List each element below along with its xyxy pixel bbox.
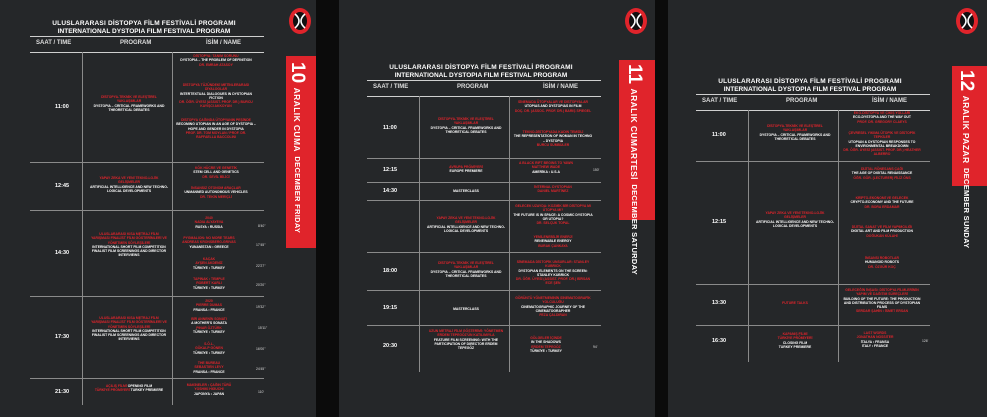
time-slot: 18:00 <box>383 268 398 274</box>
country: AMERİKA • U.S.A <box>532 169 560 174</box>
talk-en: DYSTOPIAN ELEMENTS ON THE SCREEN: STANLEY KUBRICK <box>518 268 588 277</box>
date-label <box>955 70 977 248</box>
director: JONATHAN NOSSITER <box>856 335 894 340</box>
program-panel-day3 <box>668 0 987 417</box>
panel-title <box>30 20 258 36</box>
country: TÜRKİYE • TURKEY <box>193 285 225 290</box>
country: TÜRKİYE • TURKEY <box>193 265 225 270</box>
row-divider <box>367 182 601 183</box>
date-en: DECEMBER SATURDAY <box>630 184 639 275</box>
speaker: DR. SEVİL BİLİCİ <box>202 174 230 179</box>
talk-tr: DİSTOPYA TÜZÜNDEKİ METİNLERARASI DİYALOGLAR <box>182 83 250 92</box>
film-title: THE BUREAU <box>197 361 221 365</box>
time-slot: 21:30 <box>55 389 70 395</box>
speaker: BURAK ÇANKAYA <box>538 243 568 248</box>
talk-tr: GELECEĞİN İNŞASI: DİSTOPYA FİLMLERİNİN YAPIM VE DAĞITIM SÜREÇLERİ <box>845 288 919 297</box>
panel-title <box>367 64 595 80</box>
film-cell <box>513 161 579 174</box>
talk-tr: ÇEVRESEL YIKIMA ÜTOPİK VE DİSTOPİK TEPKİLER <box>848 131 916 140</box>
header-rule <box>30 52 264 53</box>
speaker-cell <box>176 83 256 109</box>
speaker: DOĞUKAN KÜLAHİ <box>866 233 898 238</box>
talk-en: DYSTOPIA – THE PROBLEM OF DEFINITION <box>180 58 252 63</box>
speaker-cell <box>513 260 593 286</box>
column-divider <box>419 96 420 372</box>
header-rule <box>367 96 601 97</box>
director: YOSHIKI HIGUCHI <box>194 387 224 392</box>
program-tr: AVRUPA PRÖMİYERİ <box>449 165 483 169</box>
film-cell <box>176 236 242 249</box>
date-number: 10 <box>287 62 308 84</box>
talk-en: INTERTEXTUAL DIALOGUES IN DYSTOPIAN FICTION <box>180 91 252 100</box>
time-slot: 11:00 <box>55 104 69 110</box>
column-divider <box>172 52 173 405</box>
speaker: PROF. DR. GREGORY CLAEYS <box>857 119 907 124</box>
program-cell <box>756 211 834 228</box>
film-title: MAKİNELER • ÇAĞIN TÜRÜ <box>186 383 232 387</box>
film-title: TAPINAK • TEMPLE <box>193 277 225 281</box>
director: SEBASTIEN LEVY <box>194 365 224 370</box>
talk-en: BECOMING UTOPIAN IN AN AGE OF DYSTOPIA – HOPE AND GENDER IN DYSTOPIA <box>176 122 256 131</box>
program-cell: FUTURE TALKS <box>782 301 808 305</box>
film-title: 2020 <box>205 299 213 303</box>
speaker-cell <box>176 186 256 199</box>
program-en: FEATURE FILM SCREENING: WITH THE PARTICIPATION OF DIRECTOR ERDEM TEPEGÖZ <box>433 337 499 351</box>
program-tr: YAPAY ZEKA VE YENİ TEKNO-LOJİK GELİŞMELER <box>765 211 825 220</box>
program-en: OPENING FILM <box>127 384 153 388</box>
col-name: İSİM / NAME <box>872 98 908 104</box>
speaker: DOÇ. DR. (ASSOC. PROF. DR.) BARIŞ SPIEGEL <box>514 108 592 113</box>
program-en: DYSTOPIA – CRITICAL FRAMEWORKS AND THEORETICAL DEBATES <box>93 103 165 112</box>
country: YUNANİSTAN • GREECE <box>189 244 229 249</box>
film-title-en: IN THE SHADOWS <box>531 340 561 345</box>
col-program: PROGRAM <box>120 40 152 46</box>
row-divider <box>696 161 930 162</box>
speaker-cell <box>842 288 922 314</box>
speaker: PROF. DR. TOM MOYLAN / PROF. DR. RAFFAELLA BACCOLINI <box>185 130 247 140</box>
country-en: ITALY • FRANCE <box>861 343 889 348</box>
duration: 150' <box>593 168 600 172</box>
time-slot: 20:30 <box>383 343 398 349</box>
talk-en: BUILDING OF THE FUTURE: THE PRODUCTION AND DISTRIBUTION PROCESS OF DYSTOPIAN FILMS <box>843 296 921 310</box>
director: MATTHEW WADE <box>531 165 561 170</box>
film-title: PYGMALION: NO MORE TEARS <box>183 236 235 240</box>
program-cell <box>90 384 168 393</box>
title-en: INTERNATIONAL DYSTOPIA FILM FESTIVAL PROGRAM <box>394 72 568 79</box>
date-en: DECEMBER SUNDAY <box>962 167 971 249</box>
program-tr: KAPANIŞ FİLMİ <box>782 332 808 336</box>
date-tr: ARALIK PAZAR <box>961 95 971 164</box>
col-name: İSİM / NAME <box>206 40 242 46</box>
film-cell <box>176 383 242 396</box>
film-cell <box>176 257 242 270</box>
time-slot: 17:30 <box>55 334 70 340</box>
talk-tr: KRİPTO-EKONOMİ VE GELECEK <box>855 196 909 200</box>
duration: 19'32" <box>256 305 266 309</box>
row-divider <box>367 200 601 201</box>
duration: 15'11" <box>258 326 268 330</box>
time-slot: 16:30 <box>712 338 727 344</box>
program-en: ARTIFICIAL INTELLIGENCE AND NEW TECHNO-LOGICAL DEVELOPMENTS <box>427 224 505 233</box>
speaker-cell <box>842 131 922 157</box>
premiere-tr: TÜRKİYE PRÖMİYERİ <box>777 336 813 341</box>
director: ERDEM TEPEGÖZ <box>531 344 561 349</box>
talk-tr: KÖK HÜCRE VE GENETİK <box>194 166 237 170</box>
program-tr: UZUN METRAJ FİLM GÖSTERİMİ: YÖNETMEN ERDEM TEPEGÖZ'ÜN KATILIMIYLA <box>428 329 504 338</box>
date-number: 12 <box>956 70 977 92</box>
talk-en: THE FUTURE IS IN SPACE: A COSMIC DYSTOPIA OR UTOPIA? <box>513 212 593 221</box>
duration: 16'00" <box>256 347 266 351</box>
speaker-cell <box>176 118 256 139</box>
talk-tr: TEKNO-DİSTOPYADA KADIN TEMSİLİ <box>522 130 584 134</box>
program-en: DYSTOPIA – CRITICAL FRAMEWORKS AND THEORETICAL DEBATES <box>430 125 502 134</box>
program-cell <box>427 261 505 278</box>
country: FRANSA • FRANCE <box>193 369 225 374</box>
program-en: DYSTOPIA – CRITICAL FRAMEWORKS AND THEORETICAL DEBATES <box>759 132 831 141</box>
row-divider <box>696 284 930 285</box>
panel-title <box>696 78 924 94</box>
premiere-en: TURKEY PREMIERE <box>778 344 812 349</box>
talk-tr: SİNEMADA DİSTOPİK UNSURLAR: STANLEY KUBRICK <box>516 260 590 269</box>
time-slot: 12:45 <box>55 183 70 189</box>
film-cell <box>176 342 242 355</box>
duration: 24'45" <box>256 367 266 371</box>
duration: 20'20" <box>256 283 266 287</box>
talk-en: DIGITAL ART AND FILM PRODUCTION <box>851 229 913 234</box>
speaker: BURCU SÜMBÜLER <box>536 142 570 147</box>
talk-en: ECO-DYSTOPIA AND THE WAY OUT <box>853 115 911 120</box>
row-divider <box>367 290 601 291</box>
festival-eye-logo-icon <box>288 7 312 35</box>
talk-en: THE AGE OF DIGITAL RENAISSANCE <box>851 171 913 176</box>
time-slot: 12:15 <box>712 219 727 225</box>
program-en: ARTIFICIAL INTELLIGENCE AND NEW TECHNO-LOGICAL DEVELOPMENTS <box>756 219 834 228</box>
duration: 22'27" <box>256 264 266 268</box>
talk-tr: İNSANSI ROBOTLAR <box>865 256 899 260</box>
director: ANDREAS KRONSBERG-GRIVAS <box>182 240 236 245</box>
speaker-cell <box>842 111 922 124</box>
director: GÖKALP GÖNEN <box>195 346 223 351</box>
column-header <box>30 38 264 50</box>
col-time: SAAT / TIME <box>36 40 72 46</box>
film-title-en: A MOTHER'S SONATA <box>191 321 227 326</box>
program-en: CLOSING FILM <box>782 340 808 345</box>
premiere-tr: TÜRKİYE PRÖMİYERİ <box>94 388 130 393</box>
date-label <box>286 62 308 233</box>
film-title: S.Ö.L. <box>204 342 214 346</box>
program-cell <box>90 316 168 342</box>
speaker: DR. ÖĞR. ÜYESİ (ASSIST. PROF. DR.) HEATHER ALBERRO <box>843 148 921 157</box>
row-divider <box>367 158 601 159</box>
duration: 126' <box>922 339 929 343</box>
festival-eye-logo-icon <box>624 7 648 35</box>
director: ROBERT KARLI <box>196 281 222 286</box>
time-slot: 14:30 <box>383 188 398 194</box>
film-title: 2040 <box>205 216 213 220</box>
program-en: INTERNATIONAL SHORT FILM COMPETITION FINALIST FILM SCREENINGS AND DIRECTOR INTERVIEWS <box>91 328 167 342</box>
talk-tr: İNSANSIZ OTONOM ARAÇLAR <box>191 186 241 190</box>
program-panel-day1 <box>0 0 316 417</box>
time-slot: 12:15 <box>383 167 398 173</box>
time-slot: 11:00 <box>712 132 726 138</box>
speaker: DR. EMRAH ATASOY <box>199 62 233 67</box>
director: PINAR ÖZTÜRK <box>196 325 222 330</box>
speaker: DR. ÖĞR. ÜYESİ (ASSIST. PROF. DR.) BURCU KAYIŞCI AKKOYUN <box>179 100 253 109</box>
talk-tr: GELECEK UZAYDA: KOZMİK BİR DİSTOPYA MI ÜTOPYA MI? <box>515 204 591 213</box>
row-divider <box>30 210 264 211</box>
col-program: PROGRAM <box>786 98 818 104</box>
col-program: PROGRAM <box>457 84 489 90</box>
country: İTALYA • FRANSA <box>860 339 890 344</box>
program-cell <box>427 216 505 233</box>
speaker: SERDAR ŞAHİN • İSMET ERSAN <box>855 309 909 314</box>
speaker-cell <box>513 100 593 113</box>
speaker-cell <box>176 166 256 179</box>
column-divider <box>509 96 510 372</box>
duration: 94' <box>593 345 598 349</box>
program-cell <box>90 176 168 193</box>
program-tr: DİSTOPYA-TEKNİK VE ELEŞTİREL YAKLAŞIMLAR <box>767 124 823 133</box>
speaker-cell <box>513 235 593 248</box>
talk-tr: EKO-DİSTOPYA VE ÇIKIŞ YOLLARI <box>853 111 911 115</box>
film-cell <box>842 331 908 348</box>
program-cell <box>756 124 834 141</box>
program-cell <box>427 165 505 174</box>
film-cell <box>513 336 579 353</box>
column-header <box>696 96 930 108</box>
duration: 17'45" <box>256 243 266 247</box>
film-title: KAÇAK <box>202 257 216 261</box>
country: TÜRKİYE • TURKEY <box>193 350 225 355</box>
talk-en: UTOPIAS AND DYSTOPIAS IN FILM <box>524 104 582 109</box>
duration: 8'40" <box>258 224 266 228</box>
film-cell <box>176 299 242 312</box>
country: TÜRKİYE • TURKEY <box>193 329 225 334</box>
film-title: BİR ANNENİN SONATI <box>191 317 227 321</box>
speaker: DR. TEKİN MERİÇLİ <box>200 194 232 199</box>
row-divider <box>30 378 264 379</box>
country: FRANSA • FRANCE <box>193 307 225 312</box>
premiere-en: TURKEY PREMIERE <box>130 388 164 393</box>
date-number: 11 <box>624 64 645 85</box>
speaker: DR. BORA ERDAMAR <box>864 204 900 209</box>
talk-en: CINEMATOGRAPHIC JOURNEY OF THE CINEMATOGRAPHER <box>520 304 586 313</box>
title-tr: ULUSLARARASI DİSTOPYA FİLM FESTİVALİ PROGRAMI <box>718 78 902 85</box>
title-tr: ULUSLARARASI DİSTOPYA FİLM FESTİVALİ PROGRAMI <box>389 64 573 71</box>
program-cell: MASTERCLASS <box>453 189 479 193</box>
col-time: SAAT / TIME <box>373 84 409 90</box>
talk-tr: DİSTOPYA: TANIM SORUNU <box>193 54 239 58</box>
speaker: FEZA ÇALDIRAN <box>539 313 567 318</box>
speaker: ÖĞR. GÖR. (LECTURER) FİLİZ ÖNS <box>853 175 911 180</box>
time-slot: 19:15 <box>383 305 398 311</box>
film-cell <box>176 216 242 229</box>
program-tr: AÇILIŞ FİLMİ <box>105 384 127 388</box>
film-title: GÖLGELER İÇİNDE <box>530 336 562 340</box>
duration: 110' <box>258 390 265 394</box>
program-tr: DİSTOPYA-TEKNİK VE ELEŞTİREL YAKLAŞIMLAR <box>438 261 494 270</box>
program-en: INTERNATIONAL SHORT FILM COMPETITION FINALIST FILM SCREENINGS AND DIRECTOR INTERVIEWS <box>91 244 167 258</box>
time-slot: 14:30 <box>55 250 70 256</box>
speaker-cell <box>842 196 922 209</box>
program-cell <box>427 117 505 134</box>
speaker-cell <box>842 167 922 180</box>
talk-tr: İNTERNAL DYSTOPIAN <box>534 185 572 189</box>
talk-en: HUMANOID ROBOTS <box>864 260 900 265</box>
time-slot: 11:00 <box>383 125 397 131</box>
time-slot: 13:30 <box>712 300 727 306</box>
header-rule <box>30 36 264 37</box>
festival-eye-logo-icon <box>955 7 979 35</box>
title-en: INTERNATIONAL DYSTOPIA FILM FESTIVAL PROGRAM <box>723 86 897 93</box>
speaker-cell <box>842 256 922 269</box>
talk-tr: YENİLENEBİLİR ENERJİ <box>533 235 573 239</box>
speaker: DR. SELÇUK TOPAL <box>536 221 570 226</box>
date-tr: ARALIK CUMARTESİ <box>629 88 639 180</box>
talk-tr: DİJİTAL SANAT VE FİLM YAPIMCILIĞI <box>851 225 913 229</box>
header-rule <box>367 80 601 81</box>
talk-en: THE REPRESENTATION OF WOMAN IN TECHNO – DYSTOPIA <box>513 134 593 143</box>
program-tr: DİSTOPYA-TEKNİK VE ELEŞTİREL YAKLAŞIMLAR <box>438 117 494 126</box>
title-en: INTERNATIONAL DYSTOPIA FILM FESTIVAL PROGRAM <box>57 28 231 35</box>
speaker-cell <box>513 185 593 194</box>
speaker-cell <box>513 296 593 317</box>
speaker-cell <box>176 54 256 67</box>
film-cell <box>176 317 242 334</box>
talk-en: RENEWABLE ENERGY <box>534 239 572 244</box>
date-label <box>623 64 645 275</box>
program-tr: ULUSLARARASI KISA METRAJ FİLM YARIŞMASI FİNALİST FİLM GÖSTERİMLERİ VE YÖNETMEN SÖYLEŞİLERİ <box>91 316 167 329</box>
speaker: DR. ÖZGÜR KOÇ <box>868 264 896 269</box>
program-panel-day2 <box>339 0 655 417</box>
date-tr: ARALIK CUMA <box>292 87 302 152</box>
col-time: SAAT / TIME <box>702 98 738 104</box>
country: JAPONYA • JAPAN <box>193 391 225 396</box>
talk-en: UNMANNED AUTONOMOUS VEHICLES <box>184 190 248 195</box>
speaker: DANIEL MARTÍNEZ <box>537 189 569 194</box>
date-en: DECEMBER FRIDAY <box>293 156 302 234</box>
program-tr: YAPAY ZEKA VE YENİ TEKNO-LOJİK GELİŞMELER <box>99 176 159 185</box>
film-title: A BLACK RIFT BEGINS TO YAWN <box>519 161 573 165</box>
column-divider <box>82 52 83 405</box>
director: NADIA ALYAYEVA <box>194 220 224 225</box>
country: RUSYA • RUSSIA <box>195 224 223 229</box>
speaker-cell <box>842 225 922 238</box>
country: TÜRKİYE • TURKEY <box>530 348 562 353</box>
talk-en: CRYPTO-ECONOMY AND THE FUTURE <box>850 200 914 205</box>
film-cell <box>176 361 242 374</box>
row-divider <box>696 325 930 326</box>
speaker-cell <box>513 130 593 147</box>
program-tr: YAPAY ZEKA VE YENİ TEKNO-LOJİK GELİŞMELER <box>436 216 496 225</box>
talk-en: STEM CELL AND GENETICS <box>193 170 239 175</box>
program-en: EUROPE PREMIERE <box>449 169 483 174</box>
program-cell: MASTERCLASS <box>453 307 479 311</box>
program-en: ARTIFICIAL INTELLIGENCE AND NEW TECHNO-LOGICAL DEVELOPMENTS <box>90 184 168 193</box>
row-divider <box>367 252 601 253</box>
film-cell <box>176 277 242 290</box>
talk-tr: GÖRÜNTÜ YÖNETMENİNİN SİNEMATOGRAFİK YOLCULUĞU <box>515 296 591 305</box>
row-divider <box>30 296 264 297</box>
film-title: LAST WORDS <box>863 331 887 335</box>
col-name: İSİM / NAME <box>543 84 579 90</box>
column-header <box>367 82 601 94</box>
director: AYŞEN AKDENİZ <box>195 261 223 266</box>
row-divider <box>367 325 601 326</box>
program-cell <box>90 232 168 258</box>
program-tr: ULUSLARARASI KISA METRAJ FİLM YARIŞMASI FİNALİST FİLM GÖSTERİMLERİ VE YÖNETMEN SÖYLEŞİLERİ <box>91 232 167 245</box>
row-divider <box>30 162 264 163</box>
talk-tr: SİNEMADA ÜTOPYALAR VE DİSTOPYALAR <box>518 100 588 104</box>
speaker: DR. ÖĞR. ÜYESİ (ASSIST. PROF. DR.) BİRSAN ECE ŞEN <box>515 277 591 286</box>
program-cell <box>756 332 834 349</box>
title-tr: ULUSLARARASI DİSTOPYA FİLM FESTİVALİ PROGRAMI <box>52 20 236 27</box>
talk-en: UTOPIAN & DYSTOPIAN RESPONSES TO ENVIRONMENTAL BREAKDOWN <box>848 139 916 148</box>
program-cell <box>90 95 168 112</box>
talk-tr: DİSTOPYA ÇAĞINDA ÜTOPYANIN PEŞİNDE <box>181 118 251 122</box>
header-rule <box>696 94 930 95</box>
talk-tr: DİJİTAL RÖNESANS ÇAĞI <box>860 167 904 171</box>
director: PIERRE DUMAS <box>196 303 222 308</box>
program-cell <box>427 329 505 350</box>
program-en: DYSTOPIA – CRITICAL FRAMEWORKS AND THEORETICAL DEBATES <box>430 269 502 278</box>
program-tr: DİSTOPYA-TEKNİK VE ELEŞTİREL YAKLAŞIMLAR <box>101 95 157 104</box>
speaker-cell <box>513 204 593 225</box>
